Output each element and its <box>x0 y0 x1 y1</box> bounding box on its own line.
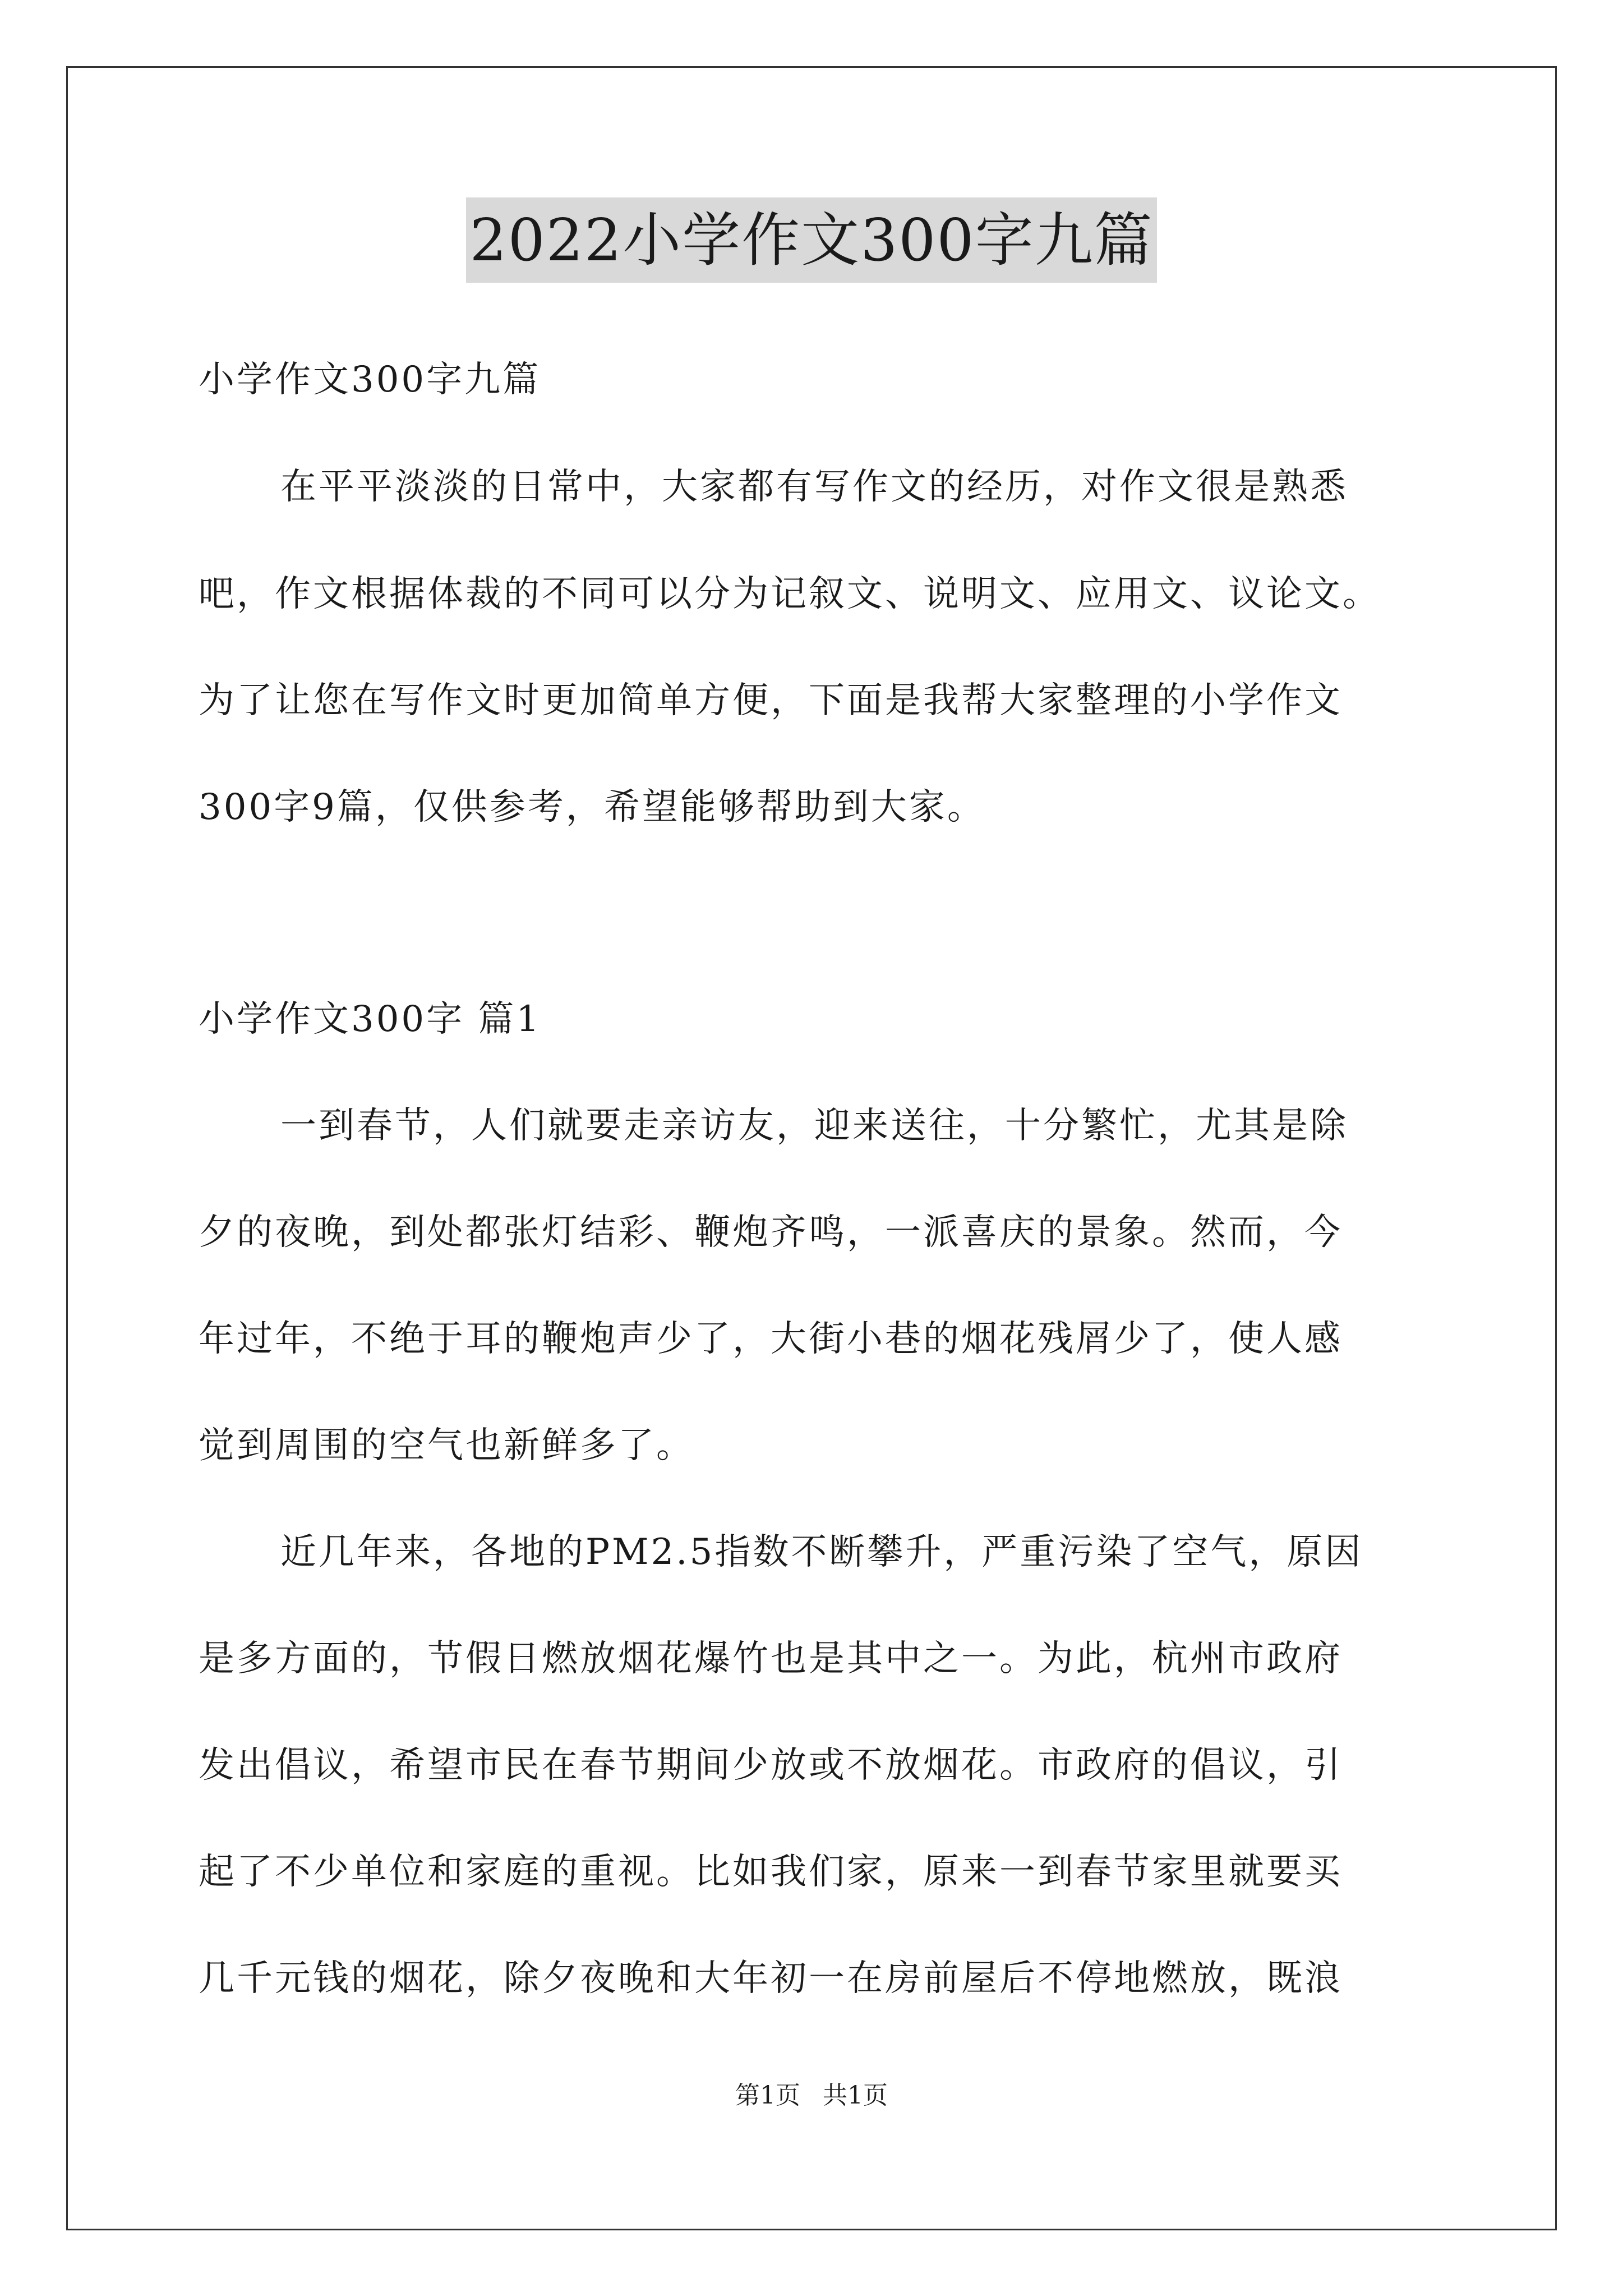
intro-line-2: 吧，作文根据体裁的不同可以分为记叙文、说明文、应用文、议论文。 <box>199 573 1381 615</box>
paragraph2-line-1: 近几年来，各地的PM2.5指数不断攀升，严重污染了空气，原因 <box>280 1531 1363 1573</box>
intro-line-4: 300字9篇，仅供参考，希望能够帮助到大家。 <box>199 786 985 828</box>
intro-line-1: 在平平淡淡的日常中，大家都有写作文的经历，对作文很是熟悉 <box>280 466 1348 508</box>
section-heading: 小学作文300字 篇1 <box>199 999 542 1040</box>
page-number: 第1页 <box>735 2081 800 2110</box>
page-total: 共1页 <box>823 2081 888 2110</box>
page-footer <box>0 2079 1623 2113</box>
paragraph1-line-4: 觉到周围的空气也新鲜多了。 <box>199 1425 694 1466</box>
paragraph2-line-5: 几千元钱的烟花，除夕夜晚和大年初一在房前屋后不停地燃放，既浪 <box>199 1958 1343 1999</box>
paragraph2-line-2: 是多方面的，节假日燃放烟花爆竹也是其中之一。为此，杭州市政府 <box>199 1638 1343 1680</box>
document-subtitle: 小学作文300字九篇 <box>199 359 541 401</box>
title-container <box>0 197 1623 283</box>
paragraph1-line-1: 一到春节，人们就要走亲访友，迎来送往，十分繁忙，尤其是除 <box>280 1105 1348 1147</box>
paragraph2-line-4: 起了不少单位和家庭的重视。比如我们家，原来一到春节家里就要买 <box>199 1851 1343 1893</box>
intro-line-3: 为了让您在写作文时更加简单方便，下面是我帮大家整理的小学作文 <box>199 680 1343 721</box>
paragraph2-line-3: 发出倡议，希望市民在春节期间少放或不放烟花。市政府的倡议，引 <box>199 1745 1343 1786</box>
paragraph1-line-3: 年过年，不绝于耳的鞭炮声少了，大街小巷的烟花残屑少了，使人感 <box>199 1318 1343 1360</box>
document-title: 2022小学作文300字九篇 <box>466 197 1156 283</box>
paragraph1-line-2: 夕的夜晚，到处都张灯结彩、鞭炮齐鸣，一派喜庆的景象。然而，今 <box>199 1212 1343 1253</box>
